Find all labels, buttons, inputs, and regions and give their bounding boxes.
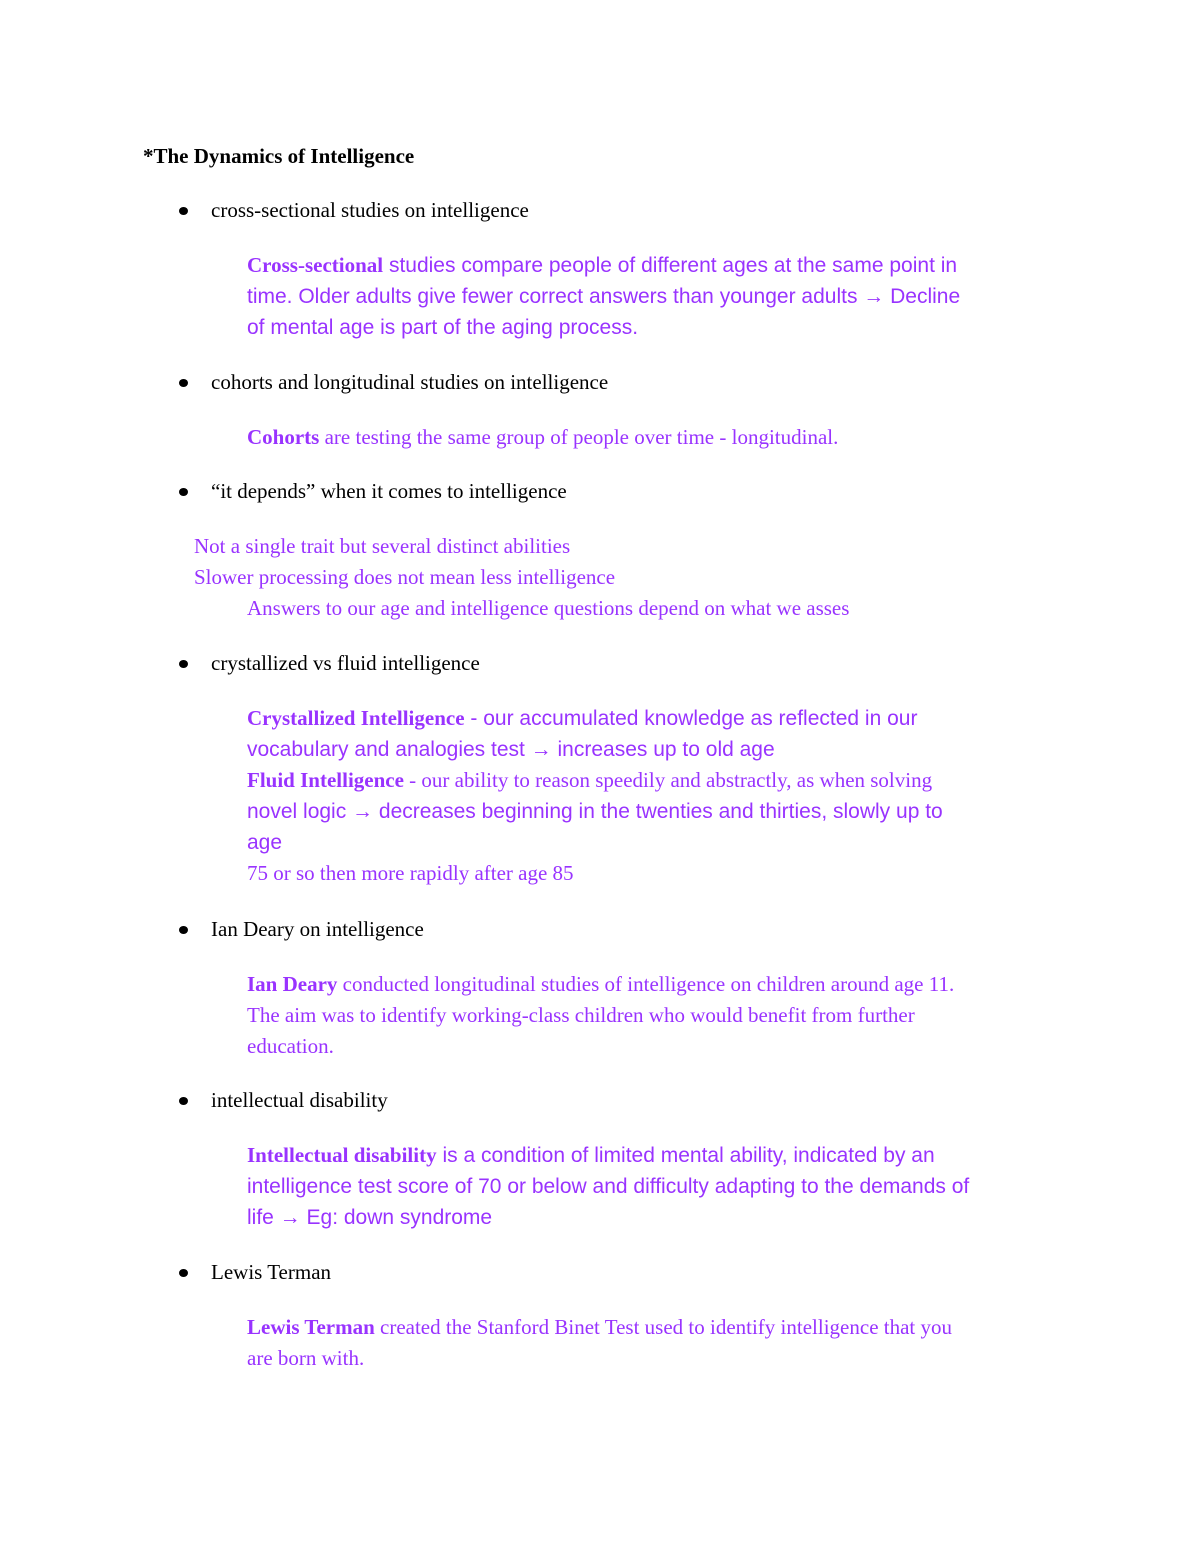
- note-line: are born with.: [247, 1346, 365, 1370]
- note-term: Lewis Terman: [247, 1315, 375, 1339]
- note-line: 75 or so then more rapidly after age 85: [247, 861, 574, 885]
- note-line: life → Eg: down syndrome: [247, 1206, 493, 1229]
- bullet-label: Lewis Terman: [211, 1260, 332, 1284]
- bullet-dot: [179, 488, 188, 496]
- bullet-dot: [179, 207, 188, 215]
- bullet-label: cross-sectional studies on intelligence: [211, 198, 529, 222]
- bullet-label: “it depends” when it comes to intelligence: [211, 479, 567, 503]
- bullet-label: intellectual disability: [211, 1088, 388, 1112]
- note-term: Cohorts: [247, 425, 320, 449]
- note-line: novel logic → decreases beginning in the twenties and thirties, slowly up to: [247, 800, 943, 823]
- note-line: of mental age is part of the aging process.: [247, 316, 639, 339]
- note-line: [247, 1140, 935, 1171]
- note-line: [247, 250, 957, 281]
- note-line: vocabulary and analogies test → increases up to old age: [247, 738, 775, 761]
- note-line: [247, 765, 932, 796]
- note-text: created the Stanford Binet Test used to identify intelligence that you: [374, 1315, 952, 1339]
- note-text: studies compare people of different ages at the same point in: [383, 254, 958, 277]
- note-text: - our ability to reason speedily and abstractly, as when solving: [403, 768, 933, 792]
- note-term: Ian Deary: [247, 972, 338, 996]
- bullet-dot: [179, 660, 188, 668]
- bullet-dot: [179, 1269, 188, 1277]
- page-title: *The Dynamics of Intelligence: [143, 144, 415, 168]
- note-line: [247, 1312, 952, 1343]
- bullet-label: crystallized vs fluid intelligence: [211, 651, 480, 675]
- bullet-label: cohorts and longitudinal studies on intelligence: [211, 370, 609, 394]
- note-line: Answers to our age and intelligence questions depend on what we asses: [247, 596, 850, 620]
- note-line: [247, 703, 917, 734]
- note-line: The aim was to identify working-class children who would benefit from further: [247, 1003, 915, 1027]
- bullet-dot: [179, 379, 188, 387]
- note-term: Fluid Intelligence: [247, 768, 404, 792]
- note-line: Slower processing does not mean less intelligence: [194, 565, 616, 589]
- note-line: Not a single trait but several distinct abilities: [194, 534, 571, 558]
- note-line: [247, 969, 954, 1000]
- note-text: is a condition of limited mental ability, indicated by an: [436, 1144, 935, 1167]
- note-line: intelligence test score of 70 or below and difficulty adapting to the demands of: [247, 1175, 970, 1198]
- bullet-dot: [179, 1097, 188, 1105]
- note-line: age: [247, 831, 283, 854]
- bullet-label: Ian Deary on intelligence: [211, 917, 424, 941]
- note-line: time. Older adults give fewer correct answers than younger adults → Decline: [247, 285, 961, 308]
- note-text: - our accumulated knowledge as reflected in our: [464, 707, 918, 730]
- note-line: education.: [247, 1034, 334, 1058]
- bullet-dot: [179, 926, 188, 934]
- note-term: Intellectual disability: [247, 1143, 437, 1167]
- note-term: Cross-sectional: [247, 253, 384, 277]
- note-line: [247, 422, 838, 453]
- note-text: conducted longitudinal studies of intelligence on children around age 11.: [337, 972, 955, 996]
- note-text: are testing the same group of people over time - longitudinal.: [319, 425, 839, 449]
- note-term: Crystallized Intelligence: [247, 706, 465, 730]
